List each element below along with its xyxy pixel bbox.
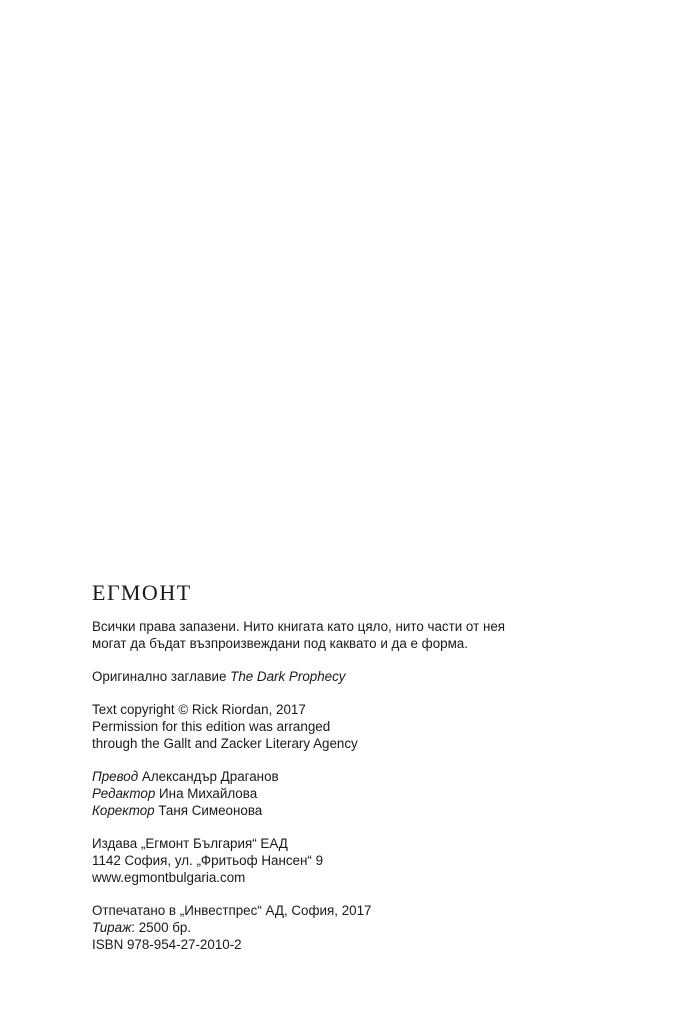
copyright-line-2: Permission for this edition was arranged (92, 719, 331, 734)
credit-translator (92, 768, 632, 785)
copyright-line-1: Text copyright © Rick Riordan, 2017 (92, 702, 306, 717)
original-title-value: The Dark Prophecy (230, 669, 346, 684)
print-run-value: : 2500 бр. (131, 920, 192, 935)
copyright-line-3: through the Gallt and Zacker Literary Agency (92, 736, 358, 751)
rights-line-2: могат да бъдат възпроизвеждани под каквато и да е форма. (92, 636, 468, 651)
original-title (92, 668, 632, 685)
publisher-address: 1142 София, ул. „Фритьоф Нансен“ 9 (92, 853, 324, 868)
print-run-line (92, 919, 632, 936)
original-title-line (92, 668, 632, 685)
isbn-line: ISBN 978-954-27-2010-2 (92, 937, 242, 952)
rights-notice (92, 618, 632, 652)
printer-line: Отпечатано в „Инвестпрес“ АД, София, 2017 (92, 903, 372, 918)
credit-name: Александър Драганов (141, 769, 279, 784)
credit-role: Редактор (92, 786, 156, 801)
printing-info (92, 902, 632, 953)
credit-proofreader (92, 802, 632, 819)
credit-editor (92, 785, 632, 802)
copyright-notice (92, 701, 632, 752)
rights-line-1: Всички права запазени. Нито книгата като цяло, нито части от нея (92, 619, 506, 634)
imprint-block (92, 578, 632, 969)
publisher-website: www.egmontbulgaria.com (92, 870, 246, 885)
credit-role: Коректор (92, 803, 155, 818)
credit-name: Ина Михайлова (159, 786, 258, 801)
original-title-label: Оригинално заглавие (92, 669, 227, 684)
credit-role: Превод (92, 769, 139, 784)
publisher-line-1: Издава „Егмонт България“ ЕАД (92, 836, 288, 851)
credit-name: Таня Симеонова (158, 803, 263, 818)
print-run-label: Тираж (92, 920, 132, 935)
credits (92, 768, 632, 819)
publisher-logo: ЕГМОНТ (92, 580, 192, 605)
publisher-info (92, 835, 632, 886)
